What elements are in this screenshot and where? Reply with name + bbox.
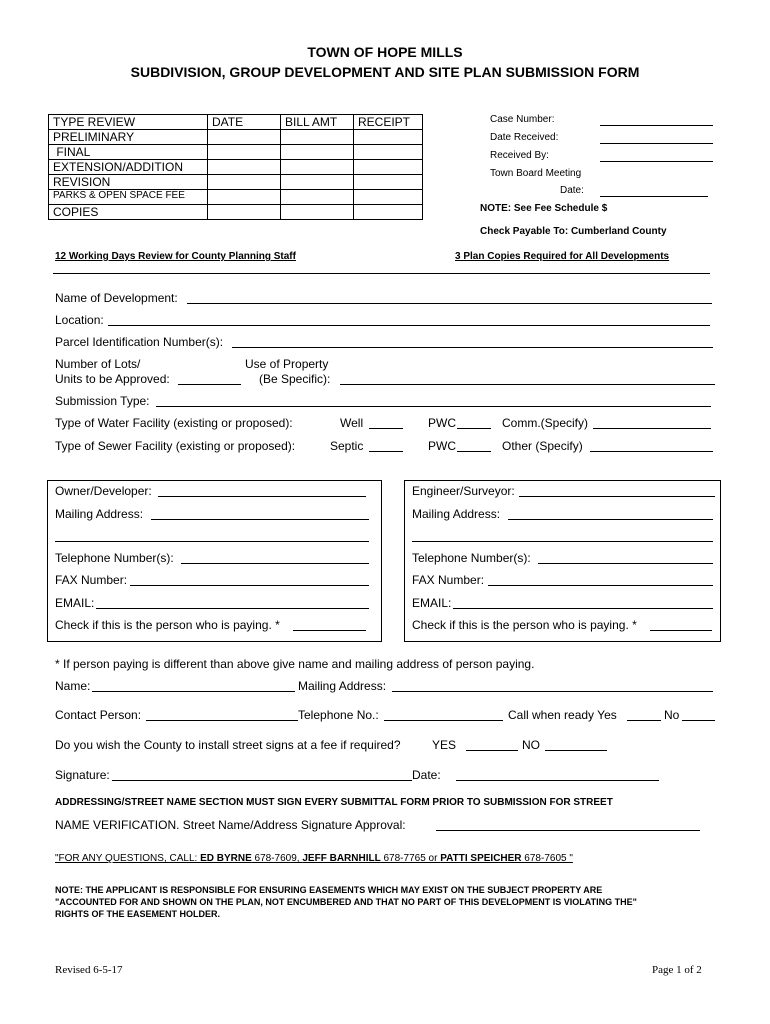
call-ready-yes-field[interactable] bbox=[627, 720, 661, 721]
engineer-check-label: Check if this is the person who is paying. * bbox=[412, 618, 637, 632]
telephone-label: Telephone No.: bbox=[298, 708, 379, 722]
final-note-line1: NOTE: THE APPLICANT IS RESPONSIBLE FOR ENSURING EASEMENTS WHICH MAY EXIST ON THE SUBJECT PROPERTY ARE bbox=[55, 885, 603, 895]
date-cell[interactable] bbox=[208, 175, 281, 190]
signs-no-label: NO bbox=[522, 738, 540, 752]
use-label-1: Use of Property bbox=[245, 357, 329, 371]
name-dev-label: Name of Development: bbox=[55, 291, 178, 305]
comm-label: Comm.(Specify) bbox=[502, 416, 589, 430]
comm-field[interactable] bbox=[593, 428, 711, 429]
engineer-check-field[interactable] bbox=[650, 630, 712, 631]
addressing-line2: NAME VERIFICATION. Street Name/Address Signature Approval: bbox=[55, 818, 406, 832]
form-title-line1: TOWN OF HOPE MILLS bbox=[307, 44, 463, 60]
receipt-cell[interactable] bbox=[354, 190, 423, 205]
final-note-line2: "ACCOUNTED FOR AND SHOWN ON THE PLAN, NOT ENCUMBERED AND THAT NO PART OF THIS DEVELOPMENT IS VIOLATING THE" bbox=[55, 897, 637, 907]
owner-fax-field[interactable] bbox=[130, 585, 369, 586]
signs-no-field[interactable] bbox=[545, 750, 607, 751]
owner-check-field[interactable] bbox=[293, 630, 366, 631]
payer-mailing-field[interactable] bbox=[392, 691, 713, 692]
owner-phone-field[interactable] bbox=[181, 563, 369, 564]
date-cell[interactable] bbox=[208, 130, 281, 145]
sewer-label: Type of Sewer Facility (existing or proposed): bbox=[55, 439, 296, 453]
case-number-field[interactable] bbox=[600, 125, 713, 126]
call-ready-label: Call when ready Yes bbox=[508, 708, 617, 722]
contact-phone-2: 678-7765 or bbox=[380, 853, 441, 864]
review-days-notice: 12 Working Days Review for County Planning Staff bbox=[55, 251, 296, 262]
table-row bbox=[49, 160, 423, 175]
contact-name-2: JEFF BARNHILL bbox=[302, 853, 381, 864]
pwc-water-field[interactable] bbox=[457, 428, 491, 429]
engineer-mailing-field[interactable] bbox=[508, 519, 713, 520]
pwc-sewer-label: PWC bbox=[428, 439, 456, 453]
signature-date-label: Date: bbox=[412, 768, 441, 782]
form-title-line2: SUBDIVISION, GROUP DEVELOPMENT AND SITE PLAN SUBMISSION FORM bbox=[130, 64, 640, 80]
review-table bbox=[48, 114, 423, 220]
review-table-header bbox=[49, 115, 423, 130]
pwc-water-label: PWC bbox=[428, 416, 456, 430]
received-by-field[interactable] bbox=[600, 161, 713, 162]
engineer-mailing-label: Mailing Address: bbox=[412, 507, 501, 521]
owner-mailing-field[interactable] bbox=[151, 519, 369, 520]
contact-name-1: ED BYRNE bbox=[200, 853, 252, 864]
table-row bbox=[49, 130, 423, 145]
owner-phone-label: Telephone Number(s): bbox=[55, 551, 174, 565]
date-cell[interactable] bbox=[208, 190, 281, 205]
board-date-field[interactable] bbox=[600, 196, 708, 197]
pwc-sewer-field[interactable] bbox=[457, 451, 491, 452]
septic-field[interactable] bbox=[369, 451, 403, 452]
lots-label-1: Number of Lots/ bbox=[55, 357, 141, 371]
engineer-phone-label: Telephone Number(s): bbox=[412, 551, 531, 565]
street-name-approval-field[interactable] bbox=[436, 830, 700, 831]
other-field[interactable] bbox=[590, 451, 713, 452]
table-row bbox=[49, 175, 423, 190]
table-row bbox=[49, 190, 423, 205]
payer-name-label: Name: bbox=[55, 679, 91, 693]
row-label: EXTENSION/ADDITION bbox=[49, 160, 208, 175]
row-label: PARKS & OPEN SPACE FEE bbox=[49, 190, 208, 205]
date-cell[interactable] bbox=[208, 205, 281, 220]
engineer-name-field[interactable] bbox=[519, 496, 715, 497]
engineer-mailing-field-2[interactable] bbox=[412, 541, 713, 542]
table-row bbox=[49, 145, 423, 160]
receipt-cell[interactable] bbox=[354, 145, 423, 160]
contact-phone-1: 678-7609, bbox=[251, 853, 303, 864]
col-bill-amt: BILL AMT bbox=[281, 115, 354, 130]
divider bbox=[53, 273, 710, 274]
engineer-fax-label: FAX Number: bbox=[412, 573, 485, 587]
signs-yes-label: YES bbox=[432, 738, 457, 752]
signature-label: Signature: bbox=[55, 768, 110, 782]
septic-label: Septic bbox=[330, 439, 364, 453]
location-field[interactable] bbox=[108, 325, 710, 326]
row-label: REVISION bbox=[49, 175, 208, 190]
receipt-cell[interactable] bbox=[354, 160, 423, 175]
bill-cell[interactable] bbox=[281, 205, 354, 220]
board-date-label: Date: bbox=[560, 185, 584, 196]
owner-name-field[interactable] bbox=[158, 496, 366, 497]
payer-note: * If person paying is different than above give name and mailing address of person paying. bbox=[55, 657, 535, 671]
lots-field[interactable] bbox=[178, 384, 241, 385]
owner-mailing-field-2[interactable] bbox=[55, 541, 369, 542]
case-number-label: Case Number: bbox=[490, 114, 555, 125]
owner-mailing-label: Mailing Address: bbox=[55, 507, 144, 521]
engineer-email-label: EMAIL: bbox=[412, 596, 452, 610]
location-label: Location: bbox=[55, 313, 104, 327]
signature-date-field[interactable] bbox=[456, 780, 659, 781]
bill-cell[interactable] bbox=[281, 145, 354, 160]
well-label: Well bbox=[340, 416, 364, 430]
row-label: COPIES bbox=[49, 205, 208, 220]
bill-cell[interactable] bbox=[281, 190, 354, 205]
owner-fax-label: FAX Number: bbox=[55, 573, 128, 587]
date-cell[interactable] bbox=[208, 145, 281, 160]
engineer-phone-field[interactable] bbox=[538, 563, 713, 564]
col-receipt: RECEIPT bbox=[354, 115, 423, 130]
call-ready-no-field[interactable] bbox=[682, 720, 715, 721]
name-dev-field[interactable] bbox=[187, 303, 712, 304]
final-note-line3: RIGHTS OF THE EASEMENT HOLDER. bbox=[55, 909, 221, 919]
contact-label: Contact Person: bbox=[55, 708, 142, 722]
row-label: FINAL bbox=[49, 145, 208, 160]
questions-prefix: "FOR ANY QUESTIONS, CALL: bbox=[55, 853, 201, 864]
table-row bbox=[49, 205, 423, 220]
contact-name-3: PATTI SPEICHER bbox=[440, 853, 522, 864]
row-label: PRELIMINARY bbox=[49, 130, 208, 145]
town-board-label: Town Board Meeting bbox=[490, 168, 582, 179]
questions-contact-line bbox=[55, 853, 573, 864]
date-received-field[interactable] bbox=[600, 143, 713, 144]
plan-copies-notice: 3 Plan Copies Required for All Developments bbox=[455, 251, 670, 262]
owner-title: Owner/Developer: bbox=[55, 484, 152, 498]
use-label-2: (Be Specific): bbox=[259, 372, 331, 386]
check-payable: Check Payable To: Cumberland County bbox=[480, 226, 667, 237]
receipt-cell[interactable] bbox=[354, 130, 423, 145]
col-type-review: TYPE REVIEW bbox=[49, 115, 208, 130]
payer-mailing-label: Mailing Address: bbox=[298, 679, 387, 693]
date-received-label: Date Received: bbox=[490, 132, 559, 143]
contact-field[interactable] bbox=[146, 720, 298, 721]
signature-field[interactable] bbox=[112, 780, 412, 781]
fee-note: NOTE: See Fee Schedule $ bbox=[480, 203, 608, 214]
telephone-field[interactable] bbox=[384, 720, 503, 721]
bill-cell[interactable] bbox=[281, 160, 354, 175]
other-label: Other (Specify) bbox=[502, 439, 583, 453]
contact-phone-3: 678-7605 " bbox=[521, 853, 573, 864]
submission-field[interactable] bbox=[156, 406, 711, 407]
receipt-cell[interactable] bbox=[354, 175, 423, 190]
engineer-fax-field[interactable] bbox=[488, 585, 713, 586]
col-date: DATE bbox=[208, 115, 281, 130]
date-cell[interactable] bbox=[208, 160, 281, 175]
addressing-line1: ADDRESSING/STREET NAME SECTION MUST SIGN EVERY SUBMITTAL FORM PRIOR TO SUBMISSION FOR STREET bbox=[55, 797, 613, 808]
owner-email-label: EMAIL: bbox=[55, 596, 95, 610]
receipt-cell[interactable] bbox=[354, 205, 423, 220]
bill-cell[interactable] bbox=[281, 130, 354, 145]
revised-date: Revised 6-5-17 bbox=[55, 964, 123, 976]
owner-check-label: Check if this is the person who is paying. * bbox=[55, 618, 280, 632]
well-field[interactable] bbox=[369, 428, 403, 429]
parcel-label: Parcel Identification Number(s): bbox=[55, 335, 224, 349]
call-ready-no-label: No bbox=[664, 708, 680, 722]
owner-email-field[interactable] bbox=[96, 608, 369, 609]
parcel-field[interactable] bbox=[232, 347, 713, 348]
signs-yes-field[interactable] bbox=[466, 750, 518, 751]
street-signs-question: Do you wish the County to install street signs at a fee if required? bbox=[55, 738, 401, 752]
payer-name-field[interactable] bbox=[92, 691, 295, 692]
water-label: Type of Water Facility (existing or proposed): bbox=[55, 416, 293, 430]
bill-cell[interactable] bbox=[281, 175, 354, 190]
received-by-label: Received By: bbox=[490, 150, 549, 161]
lots-label-2: Units to be Approved: bbox=[55, 372, 170, 386]
engineer-email-field[interactable] bbox=[453, 608, 713, 609]
submission-label: Submission Type: bbox=[55, 394, 150, 408]
use-field[interactable] bbox=[340, 384, 715, 385]
page-number: Page 1 of 2 bbox=[652, 964, 702, 976]
engineer-title: Engineer/Surveyor: bbox=[412, 484, 515, 498]
